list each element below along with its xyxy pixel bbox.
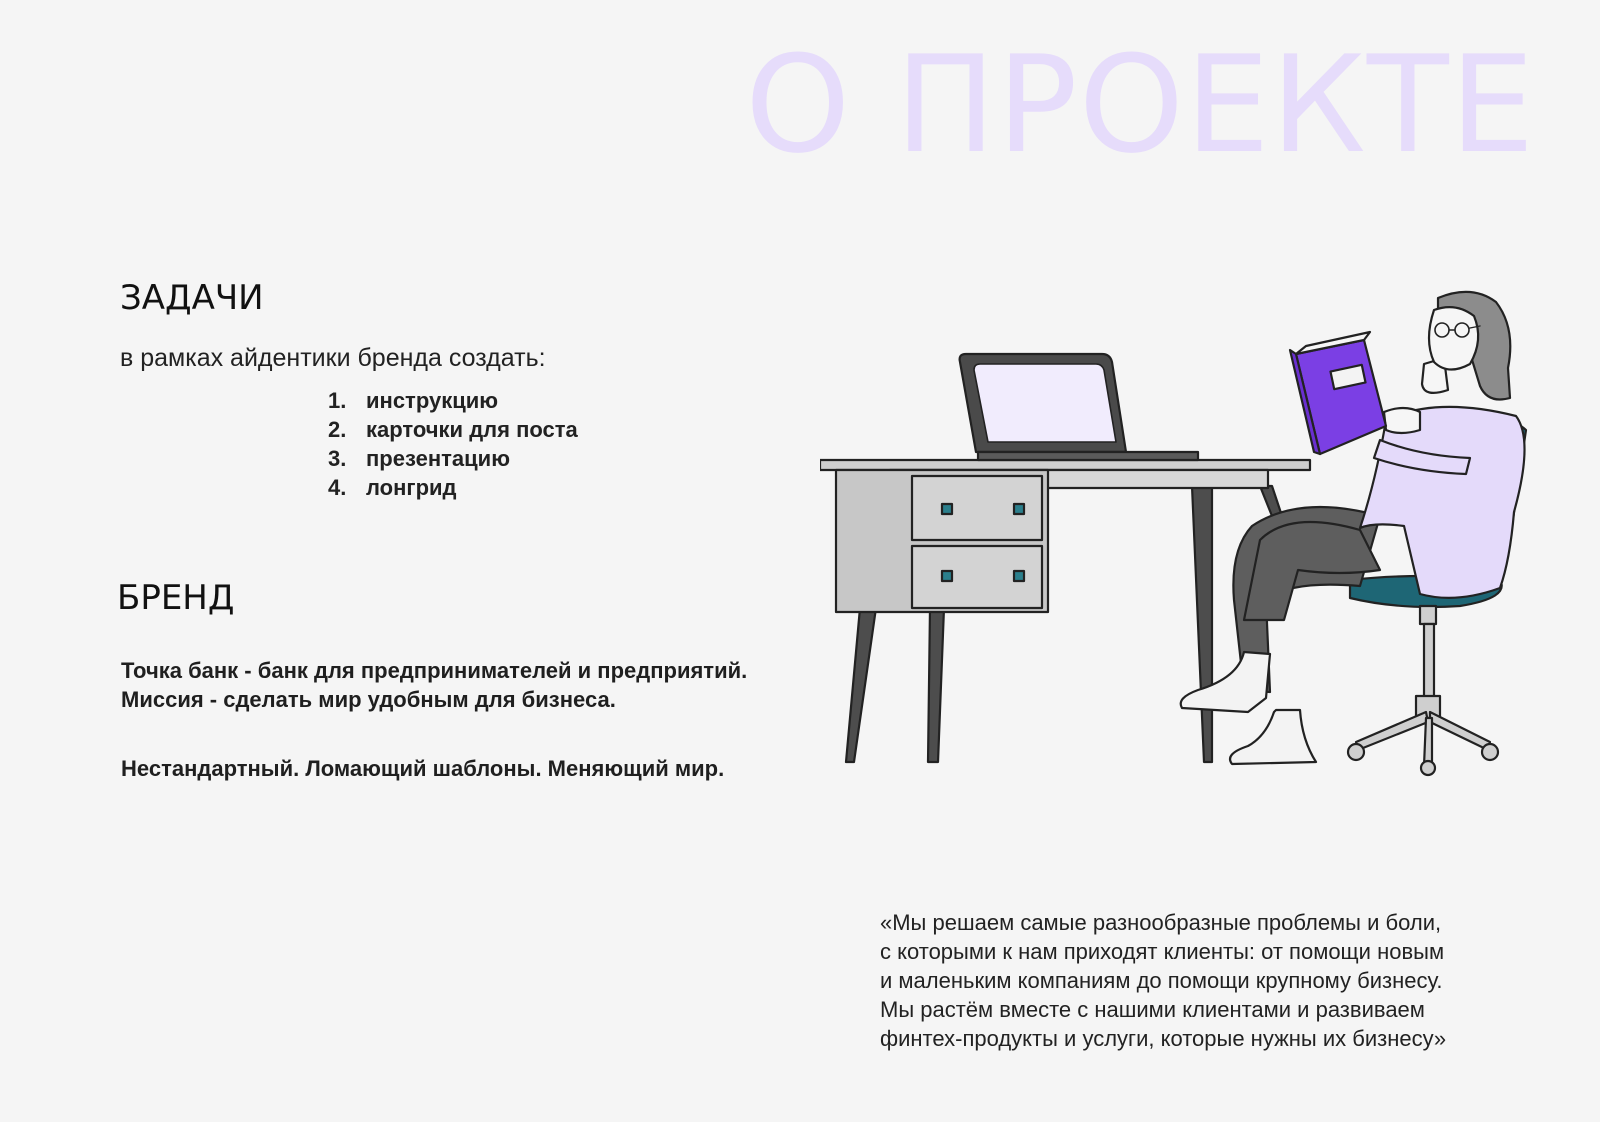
- brand-description: [121, 656, 747, 714]
- woman-reading-at-desk-illustration: [820, 280, 1560, 800]
- quote-line: Мы растём вместе с нашими клиентами и развиваем: [880, 997, 1425, 1022]
- tasks-list: [328, 386, 578, 502]
- list-item-label: лонгрид: [366, 475, 457, 500]
- list-item-label: инструкцию: [366, 388, 499, 413]
- brand-heading: БРЕНД: [117, 578, 235, 618]
- brand-line: Точка банк - банк для предпринимателей и предприятий.: [121, 658, 748, 683]
- brand-quote: [880, 908, 1446, 1053]
- list-item-label: карточки для поста: [366, 417, 578, 442]
- brand-line: Миссия - сделать мир удобным для бизнеса.: [121, 687, 616, 712]
- list-item: [328, 444, 578, 473]
- quote-line: «Мы решаем самые разнообразные проблемы и боли,: [880, 910, 1442, 935]
- hero-title: О ПРОЕКТЕ: [745, 27, 1536, 183]
- quote-line: с которыми к нам приходят клиенты: от помощи новым: [880, 939, 1445, 964]
- tasks-heading: ЗАДАЧИ: [120, 278, 264, 318]
- brand-motto: Нестандартный. Ломающий шаблоны. Меняющий мир.: [121, 756, 725, 781]
- purple-book: [1290, 332, 1386, 454]
- list-item: [328, 415, 578, 444]
- list-item: [328, 386, 578, 415]
- quote-line: и маленьким компаниям до помощи крупному бизнесу.: [880, 968, 1443, 993]
- list-item-number: 1.: [328, 388, 347, 413]
- list-item-number: 4.: [328, 475, 347, 500]
- list-item-label: презентацию: [366, 446, 510, 471]
- list-item-number: 3.: [328, 446, 347, 471]
- list-item-number: 2.: [328, 417, 347, 442]
- list-item: [328, 473, 578, 502]
- laptop: [960, 354, 1198, 460]
- quote-line: финтех-продукты и услуги, которые нужны их бизнесу»: [880, 1026, 1447, 1051]
- tasks-intro: в рамках айдентики бренда создать:: [120, 344, 546, 372]
